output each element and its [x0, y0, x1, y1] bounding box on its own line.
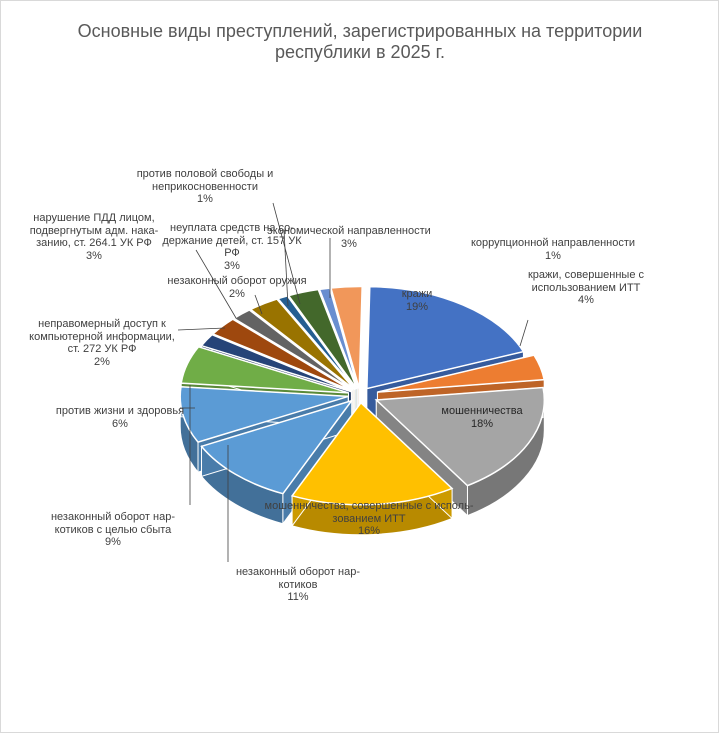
data-label-13: [471, 237, 635, 262]
data-label-10-text: РФ: [224, 247, 240, 259]
data-label-3-text: зованием ИТТ: [332, 512, 406, 525]
data-label-7-percent: 2%: [94, 355, 110, 368]
data-label-1: [528, 269, 644, 307]
data-label-13-percent: 1%: [545, 249, 561, 262]
data-label-0: [402, 288, 433, 313]
data-label-8-percent: 3%: [86, 249, 102, 262]
data-label-13-text: коррупционной направленности: [470, 237, 636, 249]
data-label-1-percent: 4%: [578, 294, 594, 306]
data-label-7-text: неправомерный доступ к: [38, 318, 166, 330]
data-label-10-text: держание детей, ст. 157 УК: [162, 234, 302, 247]
data-label-9-percent: 2%: [229, 287, 245, 300]
data-label-5-text: незаконный оборот нар-: [50, 511, 176, 523]
data-label-6-percent: 6%: [112, 417, 128, 430]
data-label-11-percent: 1%: [197, 193, 213, 205]
data-label-12-text: экономической направленности: [267, 225, 431, 237]
data-label-10-percent: 3%: [224, 259, 240, 272]
data-label-4-text: незаконный оборот нар-: [235, 566, 361, 578]
data-label-6-text: против жизни и здоровья: [55, 405, 185, 417]
data-label-0-percent: 19%: [405, 300, 429, 313]
data-label-9: [167, 275, 306, 300]
data-label-3-text: мошенничества, совершенные с исполь-: [264, 500, 474, 512]
data-label-11-text: против половой свободы и: [136, 168, 274, 180]
data-label-6: [56, 405, 184, 430]
data-label-5-percent: 9%: [105, 536, 121, 548]
data-label-11-text: неприкосновенности: [152, 180, 258, 193]
data-label-5-text: котиков с целью сбыта: [54, 523, 172, 536]
data-label-0-text: кражи: [401, 288, 433, 300]
data-label-7: [29, 318, 175, 368]
data-label-10-text: неуплата средств на со-: [170, 222, 294, 234]
data-label-3-percent: 16%: [357, 525, 381, 537]
data-label-4-percent: 11%: [287, 591, 309, 603]
data-label-11: [137, 168, 274, 206]
chart-title-line-2: республики в 2025 г.: [275, 42, 445, 62]
data-label-4-text: котиков: [278, 578, 318, 591]
leader-line-0: [520, 320, 528, 346]
data-label-1-text: кражи, совершенные с: [527, 269, 645, 281]
data-label-12-percent: 3%: [341, 237, 357, 250]
data-label-7-text: ст. 272 УК РФ: [67, 343, 137, 355]
data-label-9-text: незаконный оборот оружия: [167, 275, 307, 287]
data-label-2: [441, 405, 522, 430]
data-label-8: [30, 212, 159, 262]
data-label-5: [51, 511, 175, 549]
data-label-2-percent: 18%: [470, 417, 494, 430]
data-label-8-text: занию, ст. 264.1 УК РФ: [36, 237, 152, 249]
data-label-3: [265, 500, 474, 538]
chart-title-line-1: Основные виды преступлений, зарегистрированных на территории: [77, 21, 643, 41]
data-label-2-text: мошенничества: [441, 405, 523, 417]
data-label-7-text: компьютерной информации,: [29, 330, 175, 343]
data-label-8-text: нарушение ПДД лицом,: [33, 212, 155, 224]
data-label-1-text: использованием ИТТ: [531, 281, 641, 294]
data-label-4: [236, 566, 360, 604]
data-label-8-text: подвергнутым адм. нака-: [29, 224, 159, 237]
data-label-12: [267, 225, 431, 250]
